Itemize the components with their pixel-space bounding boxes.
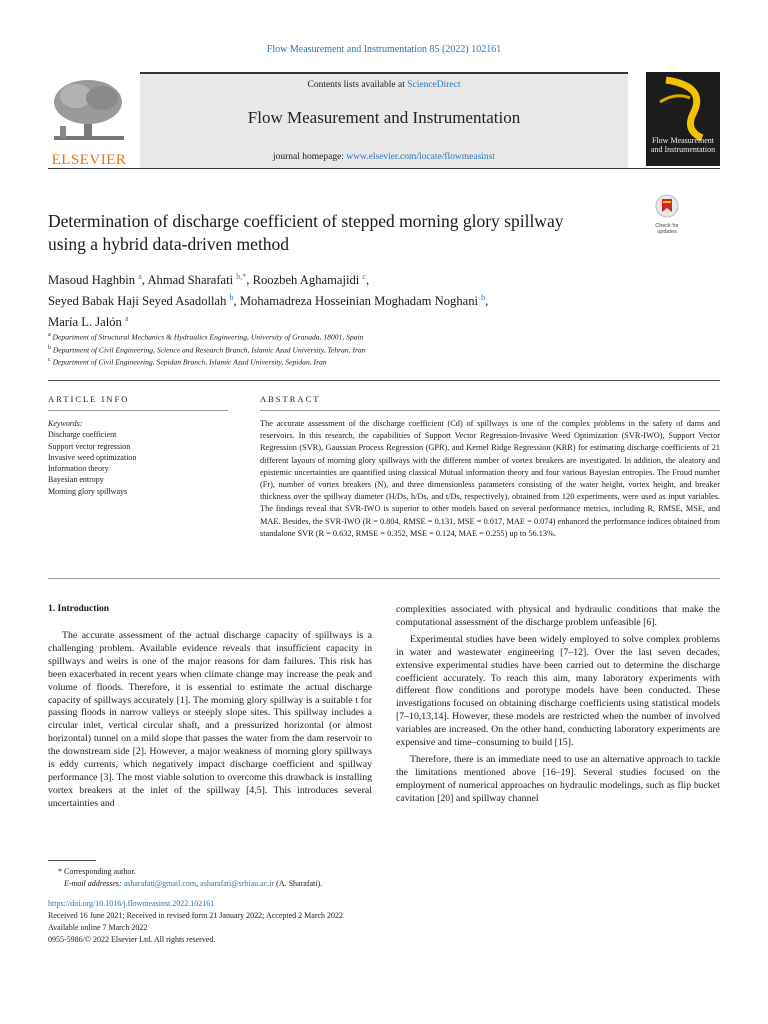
- paragraph: The accurate assessment of the actual discharge capacity of spillways is a challenging problem. Available evidence reveals that insufficient capacity in spillways and weirs is one of the major reasons for dam failures. This risk has been exacerbated in recent years when climate change may increase the peak and volume of floods. Therefore, it is essential to estimate the actual discharge capacity of spillways accurately [1]. The morning glory spillway is a suitable t for passing floods in narrow valleys or steeply slope sites. This spillway includes a circular inlet, vertical circular shaft, and a pressurized horizontal (or almost horizontal) tunnel on a mild slope that passes the water from the dam reservoir to the downstream side [2]. However, a major weakness of morning glory spillways is eddy currents, which negatively impact discharge coefficient and spillway performance [3]. The most viable solution to overcome this drawback is installing vortex breakers at the inlet of the spillway [4,5]. This introduces several uncertainties and: [48, 630, 372, 809]
- paragraph: Therefore, there is an immediate need to use an alternative approach to tackle the limitations mentioned above [16–19]. Several studies focused on the employment of numerical approaches on hydraulic modelings, such as flip bucket cavitation [20] and spillway channel: [396, 753, 720, 804]
- keyword: Support vector regression: [48, 441, 131, 451]
- affiliation: $^a$ Department of Structural Mechanics & Hydraulics Engineering, University of Granada, 18001, Spain: [48, 332, 364, 342]
- article-info-heading: ARTICLE INFO: [48, 394, 130, 404]
- doi-link[interactable]: https://doi.org/10.1016/j.flowmeasinst.2022.102161: [48, 899, 215, 908]
- author-affil-marker[interactable]: b,*: [236, 272, 247, 281]
- homepage-line: journal homepage: www.elsevier.com/locate/flowmeasinst: [272, 152, 496, 162]
- author-name[interactable]: Masoud Haghbin: [48, 273, 136, 288]
- publisher-name: ELSEVIER: [51, 152, 127, 168]
- elsevier-logo: [46, 76, 132, 166]
- keyword: Morning glory spillways: [48, 486, 128, 496]
- article-info-rule: [48, 410, 228, 411]
- keyword: Invasive weed optimization: [48, 452, 137, 462]
- author-name[interactable]: María L. Jalón: [48, 315, 122, 330]
- keyword: Discharge coefficient: [48, 430, 117, 440]
- cover-title: Flow Measurement and Instrumentation: [650, 136, 716, 154]
- body-column-right: [396, 604, 720, 806]
- abstract-text: The accurate assessment of the discharge coefficient (Cd) of spillways is one of the complex problems in the safety of dams and reservoirs. In this research, the capabilities of Support Vector Regression-Invasive Weed Optimization (SVR-IWO), Support Vector Regression (SVR), Gaussian Process Regression (GPR), and Kernel Ridge Regression (KRR) for estimating discharge coefficients of 21 different layouts of morning glory spillways with the different number of vortex breakers are investigated. In addition, the aleatory and epistemic uncertainties are quantified using classical Mutual information theory and four various Bayesian entropies. The Froud number (Fr), number of vortex breakers (N), and three dimensionless parameters consisting of the water height, vortex height, and breaker thickness over the spillway diameter (H/Ds, h/Ds, and t/Ds, respectively), obtained from 120 experiments, were used as input variables. The findings reveal that SVR-IWO is superior to other models based on several performance metrics, including R, RMSE, MSE, and MAE. Besides, the SVR-IWO (R = 0.804, RMSE = 0.131, MSE = 0.017, MAE = 0.074) enhanced the performance indices obtained from standalone SVR (R = 0.632, RMSE = 0.352, MSE = 0.124, MAE = 0.255) up to 56.13%.: [260, 419, 720, 538]
- journal-homepage-link[interactable]: www.elsevier.com/locate/flowmeasinst: [346, 152, 496, 162]
- body-column-left: [48, 630, 372, 811]
- masthead-bottom-rule: [48, 168, 720, 169]
- received-dates: Received 16 June 2021; Received in revised form 21 January 2022; Accepted 2 March 2022: [48, 911, 344, 920]
- running-header[interactable]: Flow Measurement and Instrumentation 85 (2022) 102161: [266, 44, 502, 55]
- email-line: E-mail addresses: asharafati@gmail.com, asharafati@srbiau.ac.ir (A. Sharafati).: [64, 879, 323, 888]
- contents-line: Contents lists available at ScienceDirect: [307, 80, 461, 90]
- section-top-rule: [48, 380, 720, 381]
- footnote-rule: [48, 860, 96, 861]
- author-affil-marker[interactable]: b: [229, 293, 234, 303]
- keywords-block: [48, 418, 228, 497]
- email-link[interactable]: asharafati@srbiau.ac.ir: [200, 879, 275, 888]
- affiliation: $^c$ Department of Civil Engineering, Sepidan Branch, Islamic Azad University, Sepidan, Iran: [48, 357, 327, 367]
- keyword: Information theory: [48, 464, 109, 474]
- abstract-bottom-rule: [48, 578, 720, 579]
- bookmark-icon: [648, 194, 686, 218]
- author-name[interactable]: Mohamadreza Hosseinian Moghadam Noghani: [239, 294, 478, 309]
- author-name[interactable]: Roozbeh Aghamajidi: [252, 273, 360, 288]
- author-affil-marker[interactable]: a: [124, 314, 129, 324]
- keyword: Bayesian entropy: [48, 475, 104, 485]
- check-for-updates-badge[interactable]: Check for updates: [648, 194, 686, 234]
- corresponding-author-note: * Corresponding author.: [58, 867, 136, 876]
- affiliation-list: [48, 330, 648, 368]
- abstract-rule: [260, 410, 720, 411]
- journal-cover: [646, 72, 720, 166]
- author-name[interactable]: Ahmad Sharafati: [147, 273, 234, 288]
- paragraph: Experimental studies have been widely employed to solve complex problems in water and wastewater engineering [7–12]. Over the last seven decades, extensive experimental studies have been carried out to determine the discharge coefficient accurately. To reach this aim, many laboratory experiments with different flow conditions and porotype models have been conducted. These investigations focused on obtaining discharge coefficients using statistical models [7–10,13,14]. However, these models are restricted when the number of involved variables are increased. On the other hand, conducting laboratory experiments are expensive and time–consuming to build [15].: [396, 633, 720, 749]
- journal-title: Flow Measurement and Instrumentation: [247, 108, 521, 127]
- author-affil-marker[interactable]: a: [138, 272, 142, 281]
- article-title: Determination of discharge coefficient of stepped morning glory spillway using a hybrid data-driven method: [48, 211, 564, 254]
- available-online: Available online 7 March 2022: [48, 923, 148, 932]
- copyright: 0955-5986/© 2022 Elsevier Ltd. All rights reserved.: [48, 935, 216, 944]
- elsevier-tree-icon: [46, 76, 132, 146]
- affiliation: $^b$ Department of Civil Engineering, Science and Research Branch, Islamic Azad University, Tehran, Iran: [48, 344, 366, 355]
- sciencedirect-link[interactable]: ScienceDirect: [407, 80, 461, 90]
- author-list: Masoud Haghbin $^a$, Ahmad Sharafati $^{b,*}$, Roozbeh Aghamajidi $^c$, Seyed Babak Haji Seyed Asadollah $^b$, Mohamadreza Hosseinian Moghadam Noghani $^b$, María L. Jalón $^a$: [48, 272, 489, 330]
- abstract-heading: ABSTRACT: [260, 394, 321, 404]
- section-heading-introduction: 1. Introduction: [48, 604, 110, 614]
- author-affil-marker[interactable]: c: [362, 272, 366, 281]
- paragraph: complexities associated with physical and hydraulic conditions that make the computational assessment of the discharge problem unfeasible [6].: [396, 604, 720, 628]
- author-affil-marker[interactable]: b: [481, 293, 486, 303]
- keywords-label: Keywords:: [48, 419, 83, 428]
- author-name[interactable]: Seyed Babak Haji Seyed Asadollah: [48, 294, 227, 309]
- email-link[interactable]: asharafati@gmail.com: [123, 879, 197, 888]
